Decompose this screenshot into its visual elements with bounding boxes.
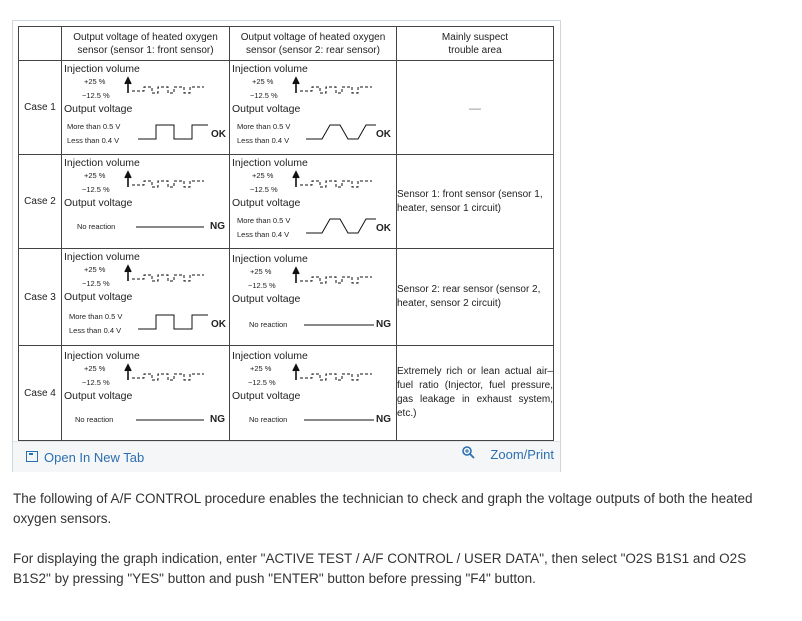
more-than-label: More than 0.5 V [67,122,121,131]
no-reaction-label: No reaction [77,222,116,231]
plus-label: +25 % [84,364,106,373]
minus-label: −12.5 % [248,378,276,387]
no-reaction-label: No reaction [75,415,114,424]
suspect-area-cell: Sensor 1: front sensor (sensor 1, heater, sensor 1 circuit) [397,155,554,249]
voltage-waveform [306,217,386,239]
table-row [19,61,554,155]
minus-label: −12.5 % [250,185,278,194]
output-voltage-label: Output voltage [232,293,301,305]
open-in-new-tab-link[interactable] [26,450,144,465]
header-rear-sensor: Output voltage of heated oxygen sensor (sensor 2: rear sensor) [230,27,397,61]
injection-volume-label: Injection volume [64,251,140,263]
ng-indicator: NG [376,319,391,330]
zoom-print-label: Zoom/Print [490,447,554,462]
front-sensor-cell [62,346,230,441]
rear-sensor-cell [230,249,397,346]
less-than-label: Less than 0.4 V [237,230,290,239]
plus-label: +25 % [84,265,106,274]
ng-indicator: NG [210,221,225,232]
more-than-label: More than 0.5 V [237,216,291,225]
plus-label: +25 % [84,171,106,180]
front-sensor-cell [62,155,230,249]
injection-waveform [292,77,382,99]
voltage-waveform [306,123,386,145]
minus-label: −12.5 % [250,91,278,100]
injection-volume-label: Injection volume [64,63,140,75]
flat-waveform [304,419,384,423]
minus-label: −12.5 % [248,281,276,290]
ok-indicator: OK [211,129,226,140]
case-label: Case 4 [19,346,62,441]
injection-volume-label: Injection volume [232,253,308,265]
injection-volume-label: Injection volume [232,157,308,169]
injection-waveform [292,171,382,193]
injection-volume-label: Injection volume [64,157,140,169]
injection-waveform [124,171,214,193]
table-row [19,155,554,249]
case-label: Case 1 [19,61,62,155]
open-in-new-tab-label: Open In New Tab [44,450,145,465]
output-voltage-label: Output voltage [232,390,301,402]
minus-label: −12.5 % [82,185,110,194]
paragraph-2: For displaying the graph indication, enter "ACTIVE TEST / A/F CONTROL / USER DATA", then select "O2S B1S1 and O2S B1S2" by pressing "YES" button and push "ENTER" button before pressing "F4" button. [13,551,747,586]
minus-label: −12.5 % [82,378,110,387]
voltage-waveform [138,123,218,145]
plus-label: +25 % [252,77,274,86]
less-than-label: Less than 0.4 V [237,136,290,145]
trouble-table-image [18,26,555,438]
ok-indicator: OK [376,223,391,234]
injection-volume-label: Injection volume [64,350,140,362]
injection-waveform [124,77,214,99]
front-sensor-cell [62,61,230,155]
table-row [19,249,554,346]
no-reaction-label: No reaction [249,320,288,329]
minus-label: −12.5 % [82,279,110,288]
ng-indicator: NG [210,414,225,425]
output-voltage-label: Output voltage [64,197,133,209]
suspect-area-cell: Extremely rich or lean actual air–fuel ratio (Injector, fuel pressure, gas leakage in exhaust system, etc.) [397,346,554,441]
zoom-print-link[interactable] [462,446,554,462]
voltage-waveform [138,313,218,335]
new-tab-icon [26,451,38,462]
header-suspect-area: Mainly suspect trouble area [397,27,554,61]
table-row [19,346,554,441]
suspect-area-cell: Sensor 2: rear sensor (sensor 2, heater, sensor 2 circuit) [397,249,554,346]
more-than-label: More than 0.5 V [69,312,123,321]
ok-indicator: OK [211,319,226,330]
ok-indicator: OK [376,129,391,140]
plus-label: +25 % [250,267,272,276]
paragraph-1: The following of A/F CONTROL procedure enables the technician to check and graph the voltage outputs of both the heated oxygen sensors. [13,491,753,526]
minus-label: −12.5 % [82,91,110,100]
output-voltage-label: Output voltage [232,197,301,209]
rear-sensor-cell [230,155,397,249]
flat-waveform [136,419,216,423]
output-voltage-label: Output voltage [232,103,301,115]
plus-label: +25 % [250,364,272,373]
injection-volume-label: Injection volume [232,63,308,75]
less-than-label: Less than 0.4 V [69,326,122,335]
injection-waveform [124,265,214,287]
header-corner [19,27,62,61]
diagram-figure [12,20,561,472]
no-reaction-label: No reaction [249,415,288,424]
case-label: Case 2 [19,155,62,249]
injection-waveform [292,364,382,386]
rear-sensor-cell [230,61,397,155]
less-than-label: Less than 0.4 V [67,136,120,145]
zoom-icon [462,446,475,459]
injection-waveform [124,364,214,386]
table-header-row [19,27,554,61]
plus-label: +25 % [252,171,274,180]
ng-indicator: NG [376,414,391,425]
injection-volume-label: Injection volume [232,350,308,362]
front-sensor-cell [62,249,230,346]
output-voltage-label: Output voltage [64,291,133,303]
more-than-label: More than 0.5 V [237,122,291,131]
flat-waveform [304,324,384,328]
figure-footer [13,441,560,472]
output-voltage-label: Output voltage [64,390,133,402]
rear-sensor-cell [230,346,397,441]
injection-waveform [292,267,382,289]
suspect-area-cell: — [397,61,554,155]
case-label: Case 3 [19,249,62,346]
flat-waveform [136,226,216,230]
plus-label: +25 % [84,77,106,86]
header-front-sensor: Output voltage of heated oxygen sensor (sensor 1: front sensor) [62,27,230,61]
trouble-table [18,26,554,441]
output-voltage-label: Output voltage [64,103,133,115]
